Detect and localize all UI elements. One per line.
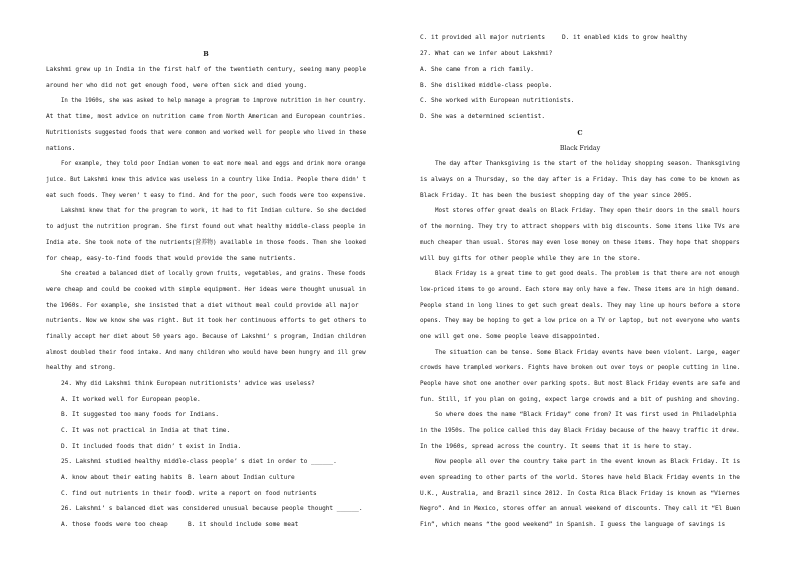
passage-title: Black Friday — [559, 145, 601, 152]
passage-b-line: Lakshmi knew that for the program to work, it had to fit Indian culture. So she decided — [61, 207, 366, 214]
question-24-option-a: A. It worked well for European people. — [61, 396, 201, 403]
question-27-option-b: B. She disliked middle-class people. — [420, 82, 553, 89]
question-27-option-c: C. She worked with European nutritionists. — [420, 97, 575, 104]
question-26-option-c: C. it provided all major nutrients — [420, 34, 546, 41]
passage-b-line: At that time, most advice on nutrition came from North American and European countries. — [46, 113, 366, 120]
question-26-option-b: B. it should include some meat — [188, 521, 299, 528]
passage-c-line: is always on a Thursday, so the day after is a Friday. This day has come to be known as — [420, 176, 740, 183]
passage-c-line: People stand in long lines to get such great deals. They may line up hours before a store — [420, 302, 741, 309]
passage-b-line: India ate. She took note of the nutrients(营养物) available in those foods. Then she looked — [46, 239, 366, 246]
passage-c-line: Now people all over the country take part in the event known as Black Friday. It is — [435, 458, 741, 465]
passage-b-line: Nutritionists suggested foods that were common and worked well for people who lived in these — [46, 129, 367, 136]
passage-b-line: Lakshmi grew up in India in the first half of the twentieth century, seeing many people — [46, 66, 366, 73]
passage-b-line: For example, they told poor Indian women to eat more meal and eggs and drink more orange — [61, 160, 366, 167]
passage-c-line: People have shot one another over parking spots. But most Black Friday events are safe and — [420, 380, 740, 387]
passage-c-line: U.K., Australia, and Brazil since 2012. In Costa Rica Black Friday is known as “Viernes — [420, 490, 740, 497]
passage-c-line: fun. Still, if you plan on going, expect large crowds and a bit of pushing and shoving. — [420, 396, 740, 403]
passage-c-line: So where does the name “Black Friday” come from? It was first used in Philadelphia — [435, 411, 737, 418]
passage-c-line: of the morning. They try to attract shoppers with big discounts. Some items like TVs are — [420, 223, 740, 230]
passage-c-line: The day after Thanksgiving is the start of the holiday shopping season. Thanksgiving — [435, 160, 740, 167]
section-heading-b: B — [203, 50, 209, 58]
passage-b-line: the 1960s. For example, she insisted that a diet without meal could provide all major — [46, 302, 359, 309]
question-27-option-a: A. She came from a rich family. — [420, 66, 534, 73]
question-26-option-d: D. it enabled kids to grow healthy — [562, 34, 688, 41]
passage-c-line: Negro”. And in Mexico, stores offer an annual weekend of discounts. They call it “El Buen — [420, 505, 741, 512]
question-25-option-c: C. find out nutrients in their food — [61, 490, 190, 497]
question-25-option-d: D. write a report on food nutrients — [188, 490, 317, 497]
passage-b-line: were cheap and could be cooked with simple equipment. Her ideas were thought unusual in — [46, 286, 366, 293]
passage-b-line: nations. — [46, 145, 76, 152]
passage-c-line: Fin”, which means “the good weekend” in Spanish. I guess the language of savings is — [420, 521, 726, 528]
question-25-stem: 25. Lakshmi studied healthy middle-class people’ s diet in order to ______. — [61, 458, 337, 465]
passage-c-line: one will get one. Some people leave disappointed. — [420, 333, 601, 340]
passage-b-line: She created a balanced diet of locally grown fruits, vegetables, and grains. These foods — [61, 270, 366, 277]
question-24-option-b: B. It suggested too many foods for Indians. — [61, 411, 220, 418]
passage-c-line: in the 1950s. The police called this day Black Friday because of the heavy traffic it drew. — [420, 427, 740, 434]
question-27-option-d: D. She was a determined scientist. — [420, 113, 546, 120]
passage-b-line: almost doubled their food intake. And many children who would have been hungry and ill grew — [46, 349, 366, 356]
question-25-option-b: B. learn about Indian culture — [188, 474, 295, 481]
passage-c-line: The situation can be tense. Some Black Friday events have been violent. Large, eager — [435, 349, 740, 356]
passage-c-line: low-priced items to go around. Each store may only have a few. These items are in high demand. — [420, 286, 740, 293]
passage-b-line: In the 1960s, she was asked to help manage a program to improve nutrition in her country. — [61, 97, 367, 104]
question-27-stem: 27. What can we infer about Lakshmi? — [420, 50, 553, 57]
question-26-stem: 26. Lakshmi’ s balanced diet was considered unusual because people thought ______. — [61, 505, 363, 512]
passage-b-line: juice. But Lakshmi knew this advice was useless in a country like India. People there didn’ t — [46, 176, 366, 183]
question-24-option-d: D. It included foods that didn’ t exist in India. — [61, 443, 242, 450]
passage-b-line: nutrients. Now we know she was right. But it took her continuous efforts to get others to — [46, 317, 367, 324]
question-25-option-a: A. know about their eating habits — [61, 474, 183, 481]
passage-c-line: Black Friday. It has been the busiest shopping day of the year since 2005. — [420, 192, 693, 199]
passage-b-line: around her who did not get enough food, were often sick and died young. — [46, 82, 308, 89]
passage-c-line: opens. They may be hoping to get a low price on a TV or laptop, but not everyone who wants — [420, 317, 740, 324]
left-column — [46, 0, 366, 562]
passage-c-line: In the 1960s, spread across the country. It seems that it is here to stay. — [420, 443, 693, 450]
question-24-option-c: C. It was not practical in India at that time. — [61, 427, 231, 434]
passage-b-line: eat such foods. They weren’ t easy to find. And for the poor, such foods were too expensive. — [46, 192, 367, 199]
passage-c-line: Most stores offer great deals on Black Friday. They open their doors in the small hours — [435, 207, 740, 214]
passage-b-line: for cheap, easy-to-find foods that would provide the same nutrients. — [46, 255, 297, 262]
passage-c-line: much cheaper than usual. Stores may even lose money on these items. They hope that shoppers — [420, 239, 740, 246]
passage-b-line: to adjust the nutrition program. She first found out what healthy middle-class people in — [46, 223, 366, 230]
question-26-option-a: A. those foods were too cheap — [61, 521, 168, 528]
passage-c-line: crowds have trampled workers. Fights have broken out over toys or people cutting in line. — [420, 364, 741, 371]
right-column — [420, 0, 740, 562]
passage-b-line: finally accept her diet about 50 years ago. Because of Lakshmi’ s program, Indian children — [46, 333, 366, 340]
passage-c-line: Black Friday is a great time to get good deals. The problem is that there are not enough — [435, 270, 740, 277]
passage-c-line: will buy gifts for other people while they are in the store. — [420, 255, 641, 262]
section-heading-c: C — [577, 129, 583, 137]
passage-b-line: healthy and strong. — [46, 364, 116, 371]
passage-c-line: even spreading to other parts of the world. Stores have held Black Friday events in the — [420, 474, 740, 481]
question-24-stem: 24. Why did Lakshmi think European nutritionists’ advice was useless? — [61, 380, 315, 387]
